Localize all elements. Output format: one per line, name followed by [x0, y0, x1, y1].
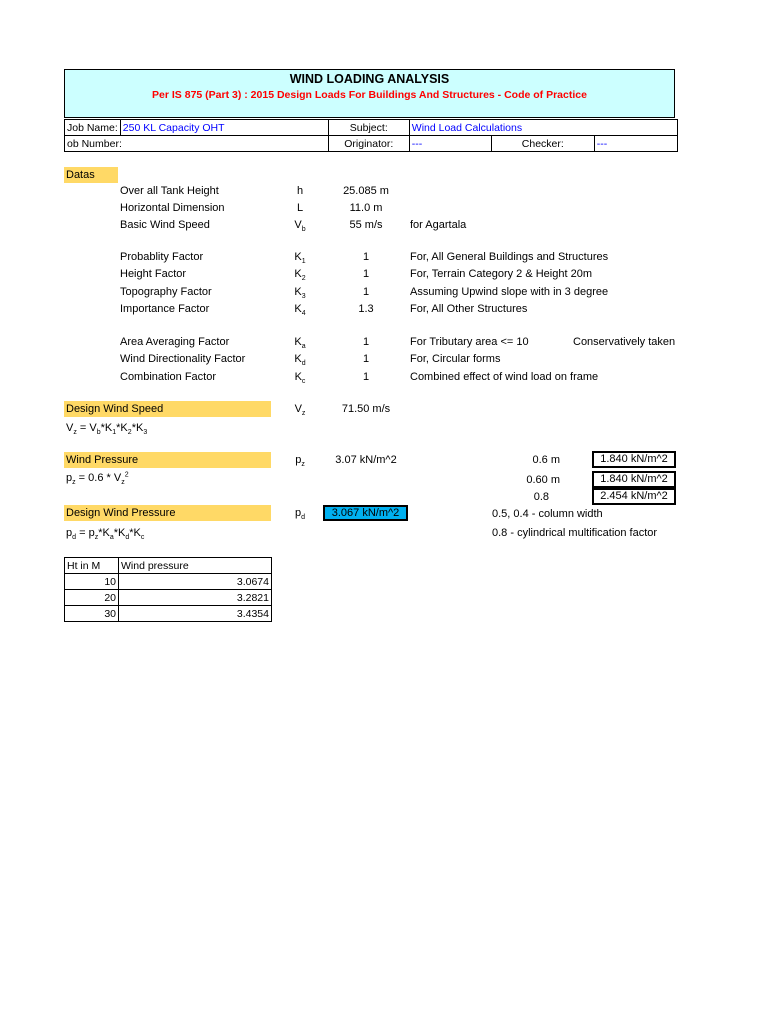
basic-wind-speed-symbol: $V_b$	[294, 219, 306, 234]
horizontal-dimension-symbol: L	[296, 202, 304, 214]
originator-value[interactable]: ---	[409, 136, 491, 152]
ka-symbol: $K_a$	[294, 336, 306, 351]
design-wind-pressure-formula: $p_d = p_z*K_a*K_d*K_c$	[66, 527, 145, 542]
page-title: WIND LOADING ANALYSIS	[289, 72, 450, 86]
k2-note: For, Terrain Category 2 & Height 20m	[410, 268, 592, 280]
originator-label: Originator:	[328, 136, 409, 152]
pd-symbol: $p_d$	[294, 507, 306, 522]
table-row	[65, 574, 272, 590]
column-factor-1: 0.6 m	[532, 454, 560, 466]
design-wind-pressure-highlight	[64, 505, 271, 521]
kc-value: 1	[362, 371, 370, 383]
k4-value: 1.3	[358, 303, 374, 315]
job-name-value[interactable]: 250 KL Capacity OHT	[120, 120, 328, 136]
height-factor-label: Height Factor	[120, 268, 187, 280]
table-row	[65, 590, 272, 606]
tank-height-label: Over all Tank Height	[120, 185, 219, 197]
ka-note-conservative: Conservatively taken	[573, 336, 676, 348]
design-wind-speed-label: Design Wind Speed	[66, 403, 164, 415]
k1-symbol: $K_1$	[294, 251, 306, 266]
job-number-label: ob Number:	[65, 136, 329, 152]
table-header-row	[65, 558, 272, 574]
column-result-2: 1.840 kN/m^2	[592, 471, 676, 488]
checker-value[interactable]: ---	[594, 136, 677, 152]
topography-factor-label: Topography Factor	[120, 286, 212, 298]
datas-label: Datas	[66, 169, 95, 181]
column-result-3: 2.454 kN/m^2	[592, 488, 676, 505]
subject-label: Subject:	[328, 120, 409, 136]
design-wind-speed-value: 71.50 m/s	[341, 403, 391, 415]
k1-note: For, All General Buildings and Structures	[410, 251, 609, 263]
wind-pressure-value: 3.07 kN/m^2	[335, 454, 397, 466]
column-factor-3: 0.8	[533, 491, 549, 503]
column-factor-2: 0.60 m	[526, 474, 560, 486]
design-wind-pressure-label: Design Wind Pressure	[66, 507, 176, 519]
checker-label: Checker:	[491, 136, 594, 152]
kd-value: 1	[362, 353, 370, 365]
k3-symbol: $K_3$	[294, 286, 306, 301]
ht-cell[interactable]: 30	[65, 606, 119, 622]
column-result-1: 1.840 kN/m^2	[592, 451, 676, 468]
horizontal-dimension-value: 11.0 m	[349, 202, 383, 214]
subject-value[interactable]: Wind Load Calculations	[409, 120, 677, 136]
ht-cell[interactable]: 20	[65, 590, 119, 606]
basic-wind-speed-value: 55 m/s	[349, 219, 383, 231]
wind-pressure-formula: $p_z = 0.6 * V_z^2$	[66, 471, 129, 487]
wind-pressure-highlight	[64, 452, 271, 468]
basic-wind-speed-label: Basic Wind Speed	[120, 219, 210, 231]
pressure-cell[interactable]: 3.4354	[119, 606, 272, 622]
tank-height-symbol: h	[296, 185, 304, 197]
wind-pressure-label: Wind Pressure	[66, 454, 139, 466]
k2-value: 1	[362, 268, 370, 280]
horizontal-dimension-label: Horizontal Dimension	[120, 202, 225, 214]
pz-symbol: $p_z$	[295, 454, 305, 469]
k1-value: 1	[362, 251, 370, 263]
tank-height-value: 25.085 m	[343, 185, 389, 197]
probability-factor-label: Probablity Factor	[120, 251, 204, 263]
kd-symbol: $K_d$	[294, 353, 306, 368]
column-header-ht: Ht in M	[65, 558, 119, 574]
area-averaging-factor-label: Area Averaging Factor	[120, 336, 230, 348]
pressure-cell[interactable]: 3.2821	[119, 590, 272, 606]
k4-symbol: $K_4$	[294, 303, 306, 318]
ht-cell[interactable]: 10	[65, 574, 119, 590]
kc-symbol: $K_c$	[294, 371, 306, 386]
job-info-table	[64, 119, 678, 152]
importance-factor-label: Importance Factor	[120, 303, 210, 315]
k2-symbol: $K_2$	[294, 268, 306, 283]
k3-note: Assuming Upwind slope with in 3 degree	[410, 286, 609, 298]
cylindrical-factor-note: 0.8 - cylindrical multification factor	[492, 527, 658, 539]
k4-note: For, All Other Structures	[410, 303, 528, 315]
kd-note: For, Circular forms	[410, 353, 501, 365]
report-header	[64, 69, 675, 118]
design-wind-speed-formula: $V_z = V_b*K_1*K_2*K_3$	[66, 422, 148, 437]
table-row	[65, 606, 272, 622]
design-wind-pressure-value[interactable]: 3.067 kN/m^2	[323, 505, 408, 521]
column-header-pressure: Wind pressure	[119, 558, 272, 574]
code-reference-subtitle: Per IS 875 (Part 3) : 2015 Design Loads For Buildings And Structures - Code of Practice	[152, 89, 587, 101]
kc-note: Combined effect of wind load on frame	[410, 371, 599, 383]
wind-directionality-factor-label: Wind Directionality Factor	[120, 353, 246, 365]
basic-wind-speed-note: for Agartala	[410, 219, 467, 231]
datas-highlight	[64, 167, 118, 183]
column-width-note: 0.5, 0.4 - column width	[492, 508, 603, 520]
combination-factor-label: Combination Factor	[120, 371, 216, 383]
height-pressure-table	[64, 557, 272, 622]
pressure-cell[interactable]: 3.0674	[119, 574, 272, 590]
ka-value: 1	[362, 336, 370, 348]
job-name-label: Job Name:	[65, 120, 121, 136]
vz-symbol: $V_z$	[294, 403, 306, 418]
design-wind-speed-highlight	[64, 401, 271, 417]
ka-note: For Tributary area <= 10	[410, 336, 529, 348]
k3-value: 1	[362, 286, 370, 298]
